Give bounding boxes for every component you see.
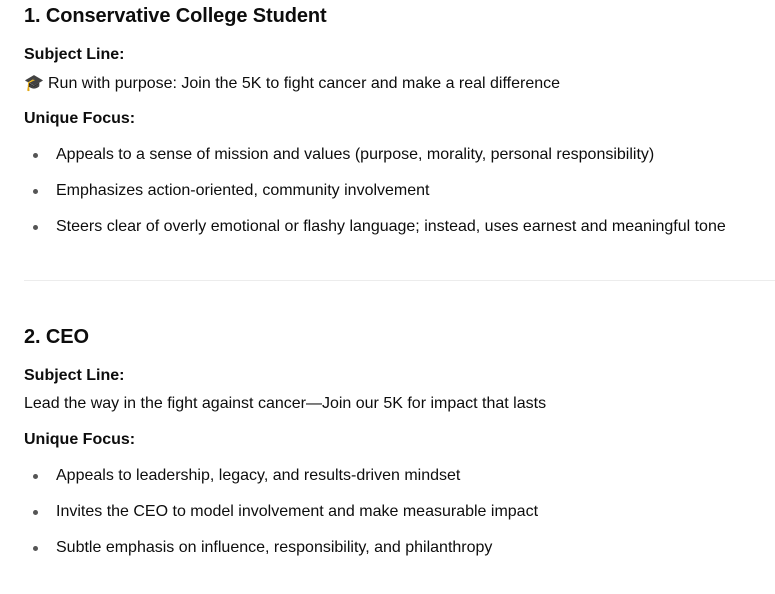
list-item: Appeals to leadership, legacy, and results-driven mindset bbox=[24, 465, 775, 487]
focus-list bbox=[24, 465, 775, 559]
bullet-icon bbox=[33, 153, 38, 158]
bullet-icon bbox=[33, 225, 38, 230]
subject-line-text bbox=[24, 393, 546, 415]
subject-line-value: Lead the way in the fight against cancer—Join our 5K for impact that lasts bbox=[24, 395, 547, 412]
subject-line-label: Subject Line: bbox=[24, 46, 125, 63]
section-title-ceo: 2. CEO bbox=[24, 326, 89, 348]
subject-line-text bbox=[24, 72, 560, 95]
list-item: Appeals to a sense of mission and values (purpose, morality, personal responsibility) bbox=[24, 144, 775, 166]
subject-line-value: Run with purpose: Join the 5K to fight cancer and make a real difference bbox=[48, 75, 561, 92]
bullet-icon bbox=[33, 189, 38, 194]
list-item: Emphasizes action-oriented, community involvement bbox=[24, 180, 775, 202]
list-item: Invites the CEO to model involvement and make measurable impact bbox=[24, 501, 775, 523]
bullet-icon bbox=[33, 474, 38, 479]
list-item: Steers clear of overly emotional or flashy language; instead, uses earnest and meaningful tone bbox=[24, 216, 775, 238]
section-divider bbox=[24, 280, 775, 281]
focus-list bbox=[24, 144, 775, 238]
section-title-college-student: 1. Conservative College Student bbox=[24, 5, 327, 27]
bullet-icon bbox=[33, 546, 38, 551]
unique-focus-label: Unique Focus: bbox=[24, 110, 136, 127]
bullet-icon bbox=[33, 510, 38, 515]
unique-focus-label: Unique Focus: bbox=[24, 431, 136, 448]
list-item: Subtle emphasis on influence, responsibility, and philanthropy bbox=[24, 537, 775, 559]
graduation-cap-icon: 🎓 bbox=[24, 73, 44, 92]
subject-line-label: Subject Line: bbox=[24, 367, 125, 384]
